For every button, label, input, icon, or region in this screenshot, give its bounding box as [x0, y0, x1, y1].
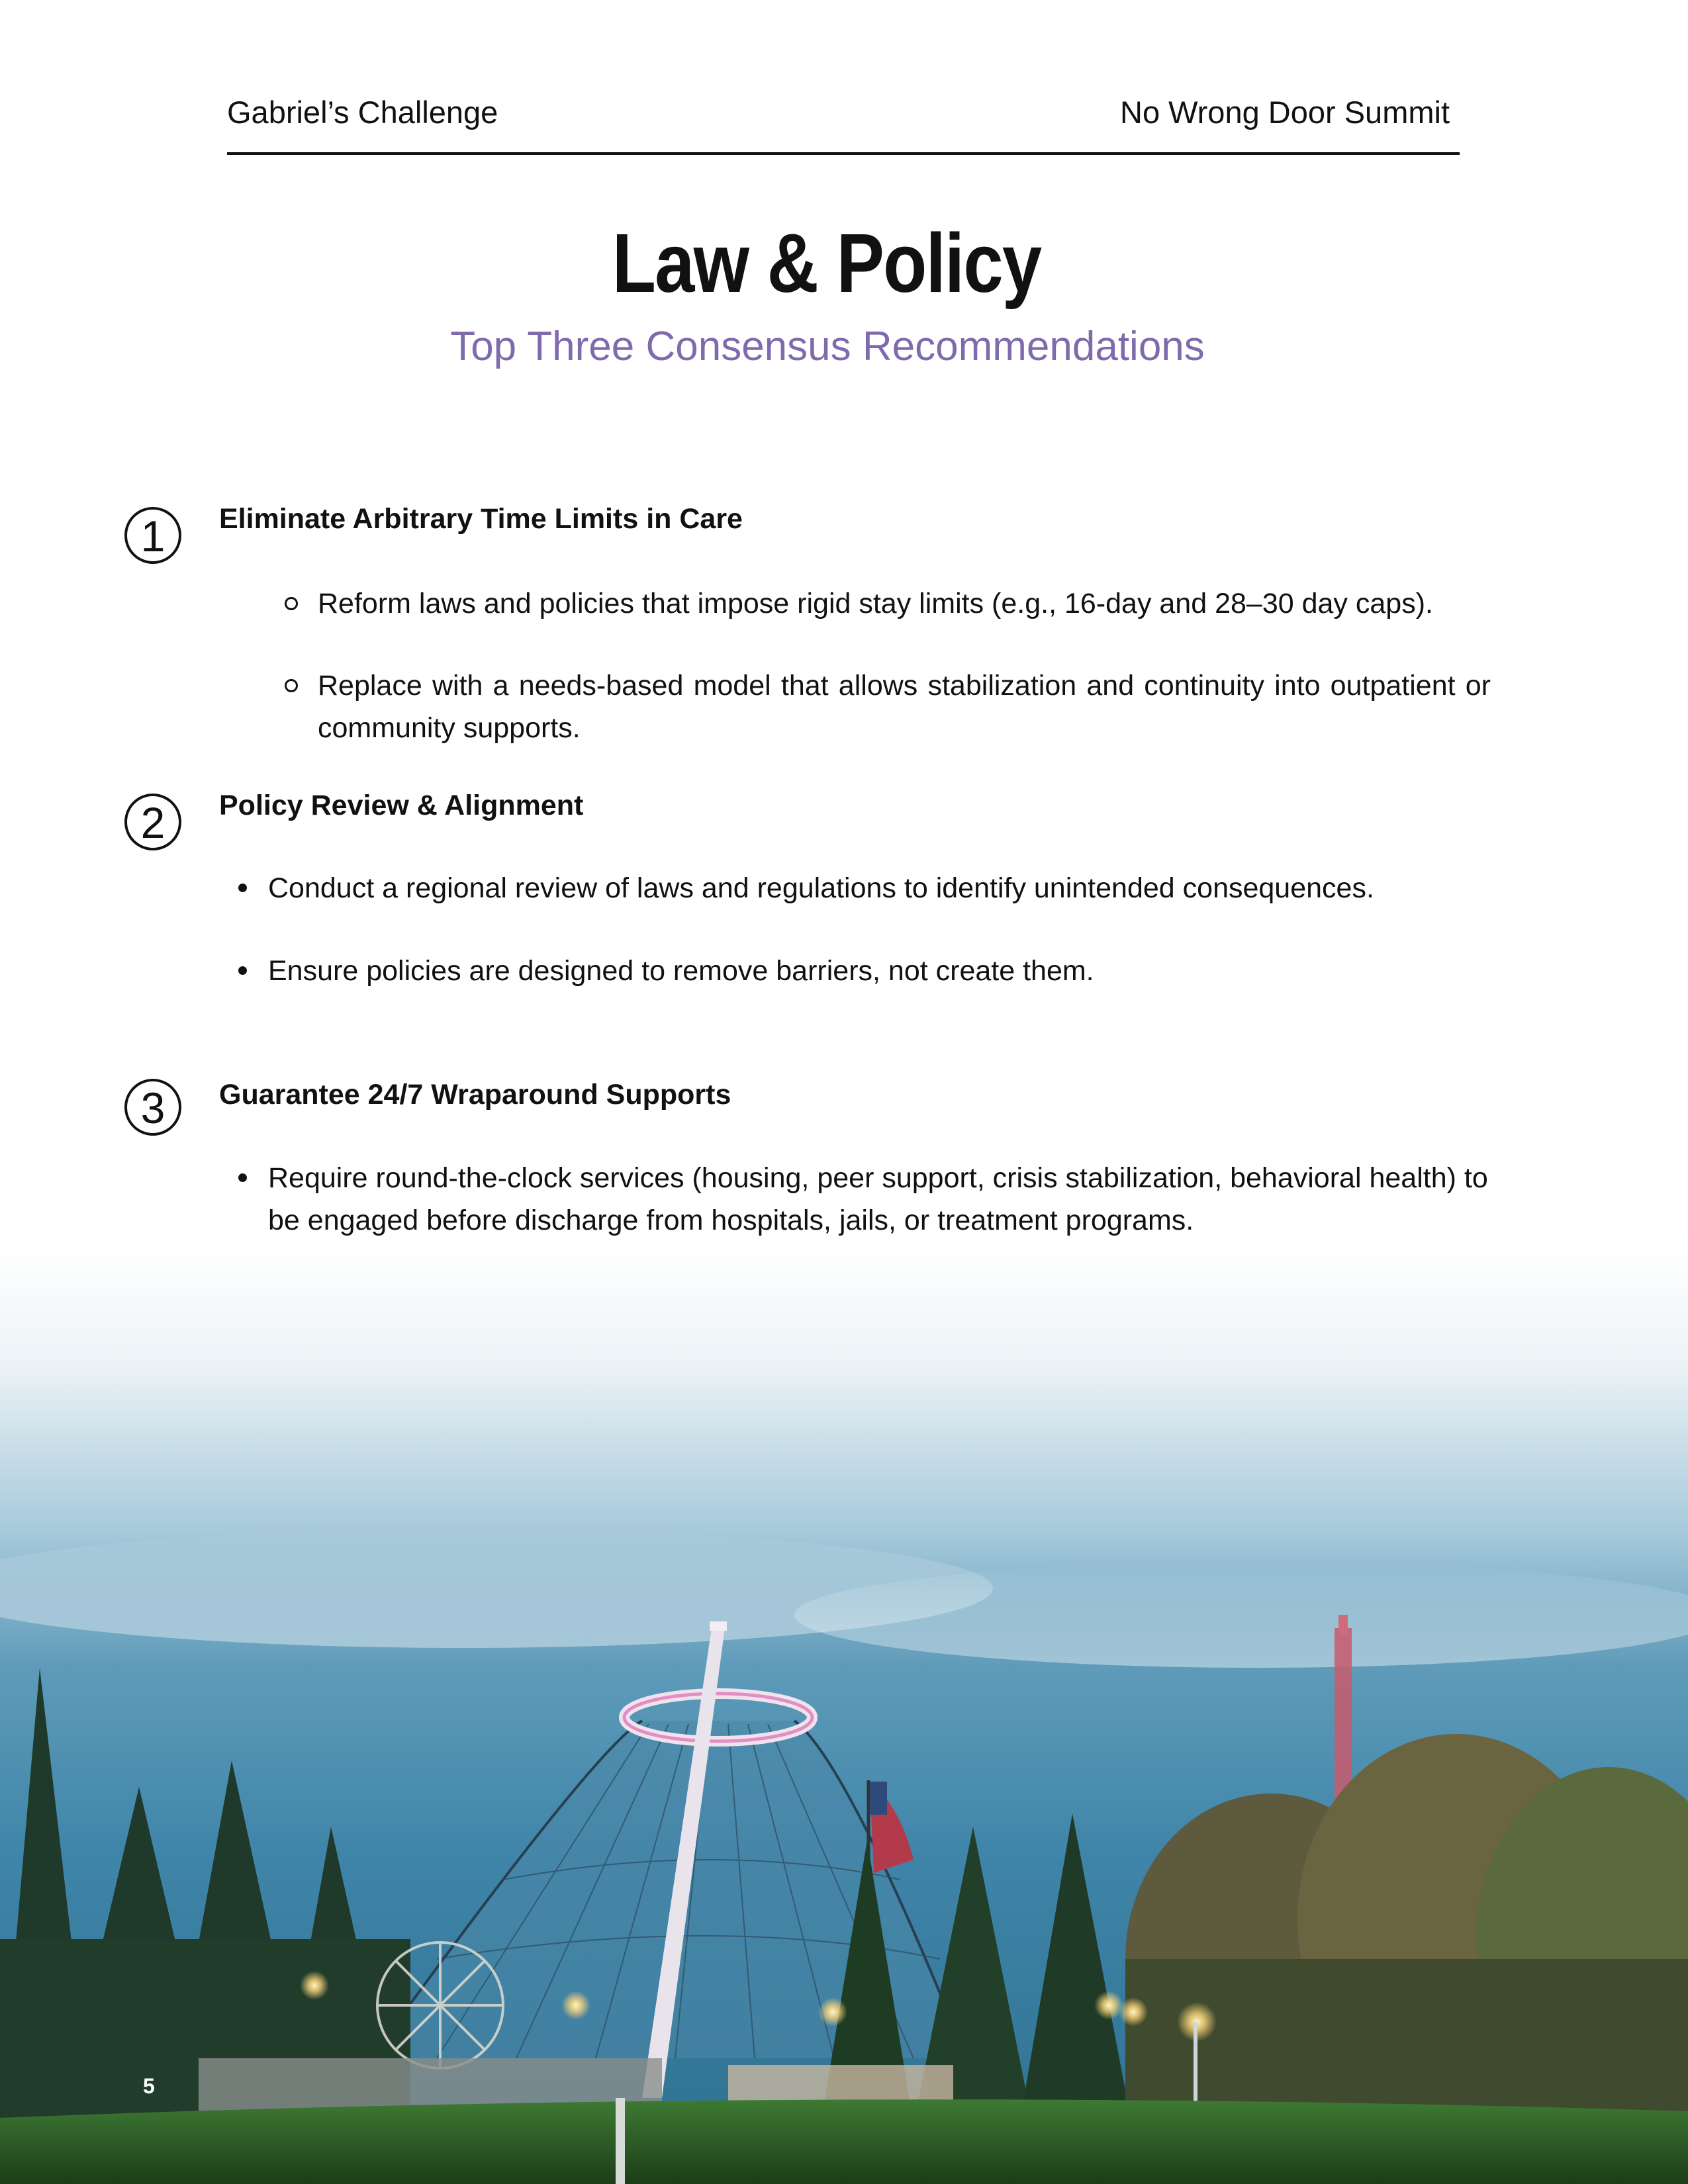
- section-2-bullet-1: [268, 867, 1493, 909]
- section-1-bullet-2: [318, 664, 1491, 749]
- section-2-number: 2: [124, 794, 181, 850]
- hollow-bullet-icon: [285, 597, 298, 610]
- park-pavilion-photo: [0, 1244, 1688, 2184]
- header-left-title: Gabriel’s Challenge: [227, 95, 498, 130]
- page-subtitle: Top Three Consensus Recommendations: [450, 324, 1205, 369]
- header-divider: [227, 152, 1460, 155]
- page-number: 5: [143, 2074, 155, 2098]
- bullet-text: Require round-the-clock services (housing, peer support, crisis stabilization, behavioral health) to be engaged before discharge from hospitals, jails, or treatment programs.: [268, 1162, 1488, 1236]
- section-3-bullet-1: [268, 1157, 1493, 1242]
- section-1-number: 1: [124, 507, 181, 564]
- section-3-number: 3: [124, 1079, 181, 1136]
- section-2-heading: Policy Review & Alignment: [219, 790, 584, 821]
- section-2-bullet-2: [268, 950, 1493, 992]
- ferris-wheel: [377, 1942, 503, 2068]
- section-1-bullet-1: [318, 582, 1496, 625]
- bullet-dot-icon: [238, 966, 247, 975]
- section-3-heading: Guarantee 24/7 Wraparound Supports: [219, 1079, 731, 1111]
- photo-illustration: [0, 1244, 1688, 2184]
- bullet-dot-icon: [238, 1173, 247, 1182]
- page-title: Law & Policy: [612, 216, 1041, 310]
- section-1-heading: Eliminate Arbitrary Time Limits in Care: [219, 503, 743, 535]
- bullet-text: Ensure policies are designed to remove barriers, not create them.: [268, 955, 1094, 987]
- bullet-text: Conduct a regional review of laws and regulations to identify unintended consequences.: [268, 872, 1374, 904]
- bullet-dot-icon: [238, 884, 247, 892]
- bullet-text: Reform laws and policies that impose rigid stay limits (e.g., 16-day and 28–30 day caps).: [318, 588, 1433, 619]
- header-right-title: No Wrong Door Summit: [1120, 95, 1450, 130]
- hollow-bullet-icon: [285, 679, 298, 692]
- bullet-text: Replace with a needs-based model that allows stabilization and continuity into outpatient or community supports.: [318, 670, 1491, 744]
